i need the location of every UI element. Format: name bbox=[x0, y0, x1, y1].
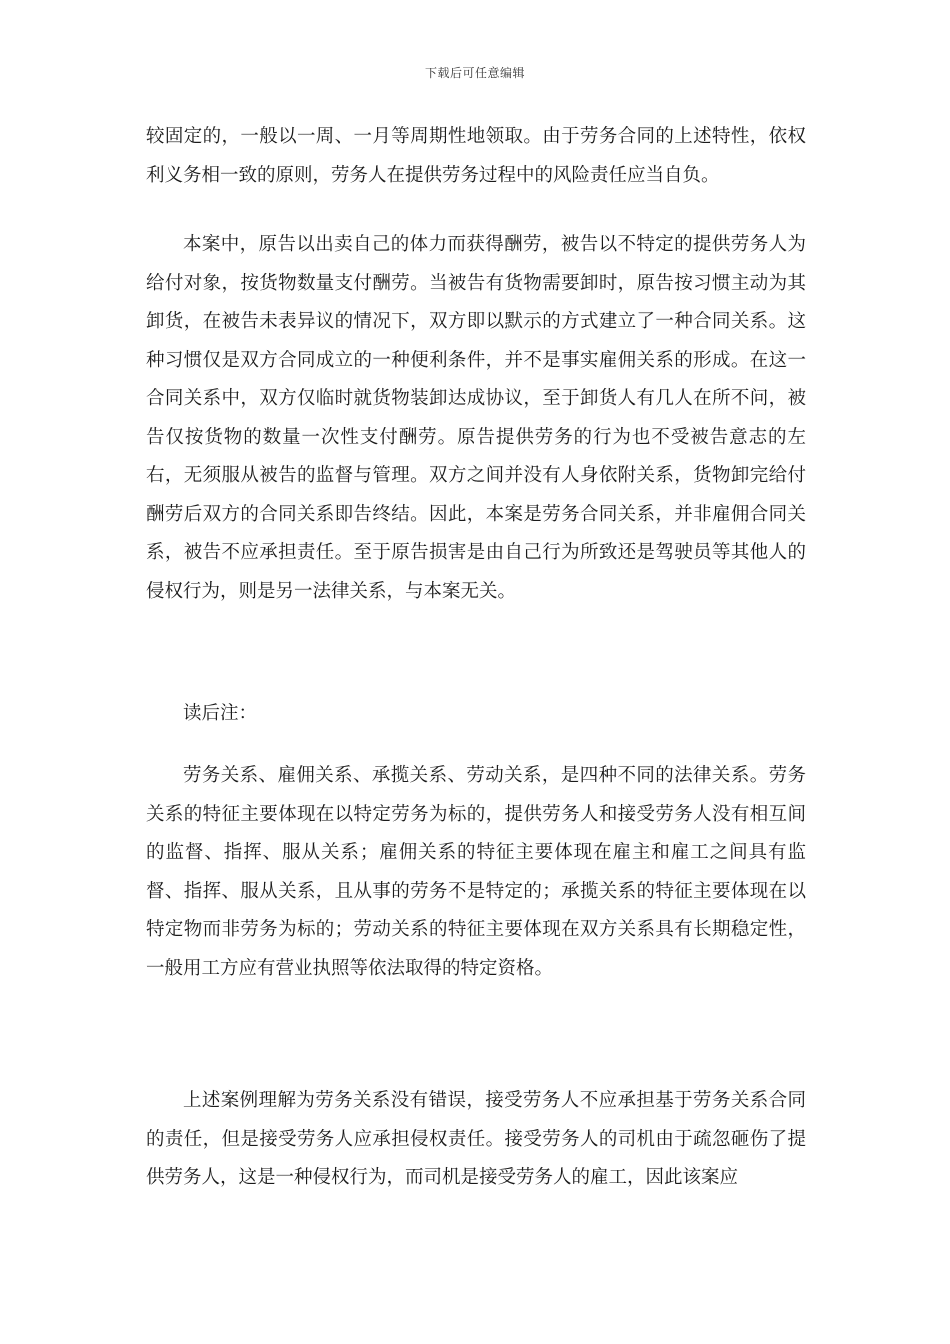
paragraph-2 bbox=[146, 226, 806, 611]
paragraph-1 bbox=[146, 118, 806, 195]
paragraph-text: 本案中，原告以出卖自己的体力而获得酬劳，被告以不特定的提供劳务人为给付对象，按货物数量支付酬劳。当被告有货物需要卸时，原告按习惯主动为其卸货，在被告未表异议的情况下，双方即以默示的方式建立了一种合同关系。这种习惯仅是双方合同成立的一种便利条件，并不是事实雇佣关系的形成。在这一合同关系中，双方仅临时就货物装卸达成协议，至于卸货人有几人在所不问，被告仅按货物的数量一次性支付酬劳。原告提供劳务的行为也不受被告意志的左右，无须服从被告的监督与管理。双方之间并没有人身依附关系，货物卸完给付酬劳后双方的合同关系即告终结。因此，本案是劳务合同关系，并非雇佣合同关系，被告不应承担责任。至于原告损害是由自己行为所致还是驾驶员等其他人的侵权行为，则是另一法律关系，与本案无关。 bbox=[146, 234, 806, 602]
page-header: 下载后可任意编辑 bbox=[424, 66, 525, 80]
paragraph-text: 上述案例理解为劳务关系没有错误，接受劳务人不应承担基于劳务关系合同的责任，但是接受劳务人应承担侵权责任。接受劳务人的司机由于疏忽砸伤了提供劳务人，这是一种侵权行为，而司机是接受劳务人的雇工，因此该案应 bbox=[146, 1090, 806, 1188]
paragraph-4 bbox=[146, 757, 806, 988]
reading-note-heading bbox=[146, 695, 806, 734]
paragraph-5 bbox=[146, 1082, 806, 1198]
paragraph-text: 劳务关系、雇佣关系、承揽关系、劳动关系，是四种不同的法律关系。劳务关系的特征主要体现在以特定劳务为标的，提供劳务人和接受劳务人没有相互间的监督、指挥、服从关系；雇佣关系的特征主要体现在雇主和雇工之间具有监督、指挥、服从关系，且从事的劳务不是特定的；承揽关系的特征主要体现在以特定物而非劳务为标的；劳动关系的特征主要体现在双方关系具有长期稳定性，一般用工方应有营业执照等依法取得的特定资格。 bbox=[146, 765, 806, 979]
paragraph-text: 较固定的，一般以一周、一月等周期性地领取。由于劳务合同的上述特性，依权利义务相一致的原则，劳务人在提供劳务过程中的风险责任应当自负。 bbox=[146, 126, 806, 186]
paragraph-text: 读后注： bbox=[183, 703, 258, 724]
